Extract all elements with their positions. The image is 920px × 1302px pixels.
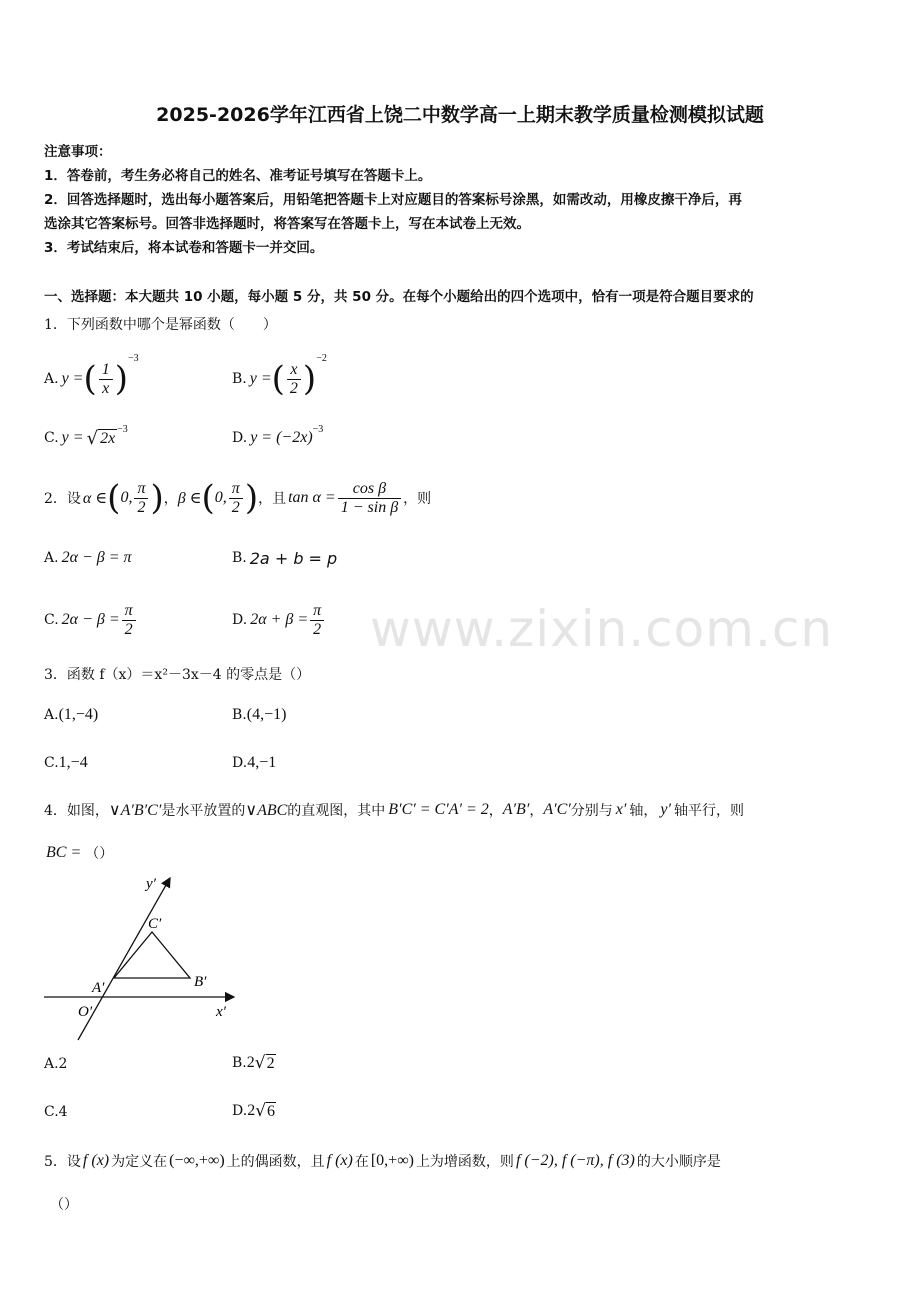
q3-a-label: A.	[44, 707, 59, 723]
q2-c-den: 2	[124, 620, 133, 638]
q2-comma-2: ，且	[258, 491, 287, 507]
q1-option-a[interactable]	[44, 353, 139, 405]
q4-d-label: D.	[232, 1103, 248, 1119]
q5-domain: (−∞,+∞)	[169, 1152, 225, 1169]
q3-option-c[interactable]	[44, 752, 88, 772]
section-1-heading: 一、选择题：本大题共 10 小题，每小题 5 分，共 50 分。在每个小题给出的四个选项中，恰有一项是符合题目要求的	[44, 289, 754, 305]
q5-s4: 在	[354, 1154, 369, 1170]
fig-label-y: y′	[146, 876, 156, 892]
q2-pi-1: π	[134, 480, 148, 499]
q1-b-fraction	[287, 361, 301, 398]
q4-option-b[interactable]	[232, 1053, 276, 1073]
q1-d-label: D.	[232, 430, 248, 446]
q1-a-lhs: y =	[61, 370, 84, 387]
q2-pi-half-1	[134, 480, 148, 517]
q4-s3: 的直观图，其中	[287, 803, 386, 819]
q3-stem: 3．函数 f（x）＝x²－3x－4 的零点是（）	[44, 667, 311, 683]
q4-s1: 4．如图，	[44, 803, 109, 819]
q2-two-2: 2	[231, 498, 240, 516]
q2-d-den: 2	[313, 620, 322, 638]
q4-bc: BC =	[46, 844, 82, 861]
q1-a-lparen: (	[83, 359, 97, 399]
q2-option-d[interactable]	[232, 598, 326, 642]
q5-s3: 上的偶函数，且	[226, 1154, 325, 1170]
q2-option-b[interactable]	[232, 546, 337, 570]
q1-c-radicand: 2x	[100, 429, 116, 447]
q5-f1: f (x)	[82, 1152, 110, 1169]
q2-a-label: A.	[44, 550, 59, 566]
q4-ab: A′B′	[502, 801, 530, 818]
q2-zero-2: 0,	[214, 489, 227, 506]
q2-stem	[44, 472, 431, 524]
fig-label-o: O′	[78, 1004, 93, 1020]
q2-b-expr: 2a + b = p	[249, 548, 338, 568]
q2-c-label: C.	[44, 612, 59, 628]
q2-zero-1: 0,	[120, 489, 133, 506]
q5-s2: 为定义在	[111, 1154, 168, 1170]
q1-a-label: A.	[44, 371, 59, 387]
q1-a-exp: −3	[128, 353, 139, 364]
fig-label-a: A′	[92, 980, 105, 996]
q4-option-d[interactable]	[232, 1101, 276, 1121]
q3-option-a[interactable]	[44, 704, 98, 724]
fig-label-x: x′	[216, 1004, 226, 1020]
q4-ac: A′C′	[543, 801, 571, 818]
q1-b-lhs: y =	[249, 370, 272, 387]
q1-b-den: 2	[289, 379, 298, 397]
q2-lparen-2: (	[201, 478, 215, 518]
q3-c-value: 1,−4	[58, 754, 88, 771]
q3-a-value: (1,−4)	[58, 706, 99, 723]
page-title: 2025-2026学年江西省上饶二中数学高一上期末教学质量检测模拟试题	[156, 104, 764, 126]
q5-interval: [0,+∞)	[370, 1152, 414, 1169]
q4-tri2: ∨ABC	[245, 802, 288, 819]
q3-b-value: (4,−1)	[246, 706, 287, 723]
q1-option-d[interactable]	[232, 424, 323, 452]
q4-yaxis: y′	[660, 801, 671, 818]
q2-d-label: D.	[232, 612, 248, 628]
q1-b-lparen: (	[271, 359, 285, 399]
q1-c-lhs: y =	[61, 429, 84, 446]
q4-d-radical-icon: √	[255, 1101, 267, 1121]
q3-d-label: D.	[232, 755, 248, 771]
q2-option-a[interactable]	[44, 546, 132, 570]
q4-option-c[interactable]: C.4	[44, 1104, 68, 1120]
q1-b-num: x	[287, 361, 301, 380]
notice-item-2: 2．回答选择题时，选出每小题答案后，用铅笔把答题卡上对应题目的答案标号涂黑，如需改动，用橡皮擦干净后，再	[44, 192, 742, 208]
q1-c-radical-icon: √	[86, 427, 99, 449]
q4-s4: ，	[488, 803, 503, 819]
q2-option-c[interactable]	[44, 598, 138, 642]
q4-figure	[40, 868, 250, 1048]
q4-stem-cont	[46, 843, 113, 863]
q4-blank: （）	[85, 846, 114, 862]
q2-c-lhs: 2α − β =	[61, 611, 120, 628]
q2-a-expr: 2α − β = π	[61, 549, 132, 566]
q2-pi-half-2	[229, 480, 243, 517]
q2-then: ，则	[403, 491, 432, 507]
q1-option-c[interactable]	[44, 424, 128, 452]
q1-d-expr: y = (−2x)	[250, 429, 313, 446]
fig-label-b: B′	[194, 974, 207, 990]
q5-stem	[44, 1151, 721, 1171]
q2-d-lhs: 2α + β =	[250, 611, 309, 628]
notice-item-2-cont: 选涂其它答案标号。回答非选择题时，将答案写在答题卡上，写在本试卷上无效。	[44, 216, 530, 232]
q4-eq: B′C′ = C′A′ = 2	[388, 801, 489, 818]
q2-pi-2: π	[229, 480, 243, 499]
q5-blank: （）	[50, 1197, 78, 1213]
q3-option-d[interactable]	[232, 752, 276, 772]
q2-tan-lhs: tan α =	[288, 489, 336, 506]
q4-b-coef: 2	[246, 1054, 255, 1071]
q2-c-num: π	[122, 602, 136, 621]
q4-tri1: ∨A′B′C′	[108, 802, 162, 819]
q2-tan-fraction	[338, 480, 401, 517]
q2-two-1: 2	[137, 498, 146, 516]
q2-rparen-1: )	[150, 478, 164, 518]
q4-xaxis: x′	[615, 801, 627, 818]
q2-comma-1: ，	[163, 491, 178, 507]
q1-option-b[interactable]	[232, 353, 327, 405]
q4-s5: ，	[529, 803, 544, 819]
q1-c-label: C.	[44, 430, 59, 446]
q2-d-fraction	[310, 602, 324, 639]
q1-d-exp: −3	[312, 424, 324, 435]
q5-s5: 上为增函数，则	[415, 1154, 514, 1170]
q4-d-radicand: 6	[267, 1102, 276, 1120]
q4-s2: 是水平放置的	[161, 803, 246, 819]
q1-c-exp: −3	[117, 424, 128, 435]
q2-b-label: B.	[232, 550, 247, 566]
q4-b-radicand: 2	[266, 1054, 275, 1072]
q1-stem: 1．下列函数中哪个是幂函数（ ）	[44, 317, 277, 333]
q2-cos: cos β	[338, 480, 401, 499]
q3-option-b[interactable]	[232, 704, 286, 724]
notice-heading: 注意事项：	[44, 144, 112, 160]
q4-s8: 轴平行，则	[674, 803, 744, 819]
triangle-abc	[114, 932, 190, 978]
q2-rparen-2: )	[244, 478, 259, 518]
q1-a-rparen: )	[114, 359, 128, 399]
q1-a-fraction	[99, 361, 113, 398]
watermark: www.zixin.com.cn	[370, 600, 834, 658]
q1-b-exp: −2	[316, 353, 327, 364]
q4-s7: 轴，	[629, 803, 658, 819]
q2-alpha-in: α ∈	[82, 490, 108, 507]
q2-lparen-1: (	[107, 478, 121, 518]
q5-values: f (−2), f (−π), f (3)	[515, 1152, 635, 1169]
notice-item-3: 3．考试结束后，将本试卷和答题卡一并交回。	[44, 240, 324, 256]
q3-c-label: C.	[44, 755, 59, 771]
q1-a-den: x	[102, 379, 110, 397]
notice-item-1: 1．答卷前，考生务必将自己的姓名、准考证号填写在答题卡上。	[44, 168, 432, 184]
q4-d-coef: 2	[247, 1102, 256, 1119]
q2-beta-in: β ∈	[177, 490, 202, 507]
q4-b-label: B.	[232, 1055, 247, 1071]
q1-b-label: B.	[232, 371, 247, 387]
q5-f2: f (x)	[326, 1152, 353, 1169]
q5-s6: 的大小顺序是	[636, 1154, 721, 1170]
q5-s1: 5．设	[44, 1154, 81, 1170]
q4-option-a[interactable]: A.2	[44, 1056, 68, 1072]
q4-b-radical-icon: √	[254, 1053, 266, 1073]
q4-s6: 分别与	[570, 803, 613, 819]
q2-num: 2．设	[44, 491, 81, 507]
q2-one-minus-sin: 1 − sin β	[340, 498, 399, 516]
q2-c-fraction	[122, 602, 136, 639]
q4-stem	[44, 800, 744, 820]
q1-b-rparen: )	[302, 359, 317, 399]
q2-d-num: π	[310, 602, 324, 621]
q3-d-value: 4,−1	[247, 754, 277, 771]
q1-a-num: 1	[99, 361, 113, 380]
fig-label-c: C′	[148, 916, 162, 932]
q3-b-label: B.	[232, 707, 247, 723]
